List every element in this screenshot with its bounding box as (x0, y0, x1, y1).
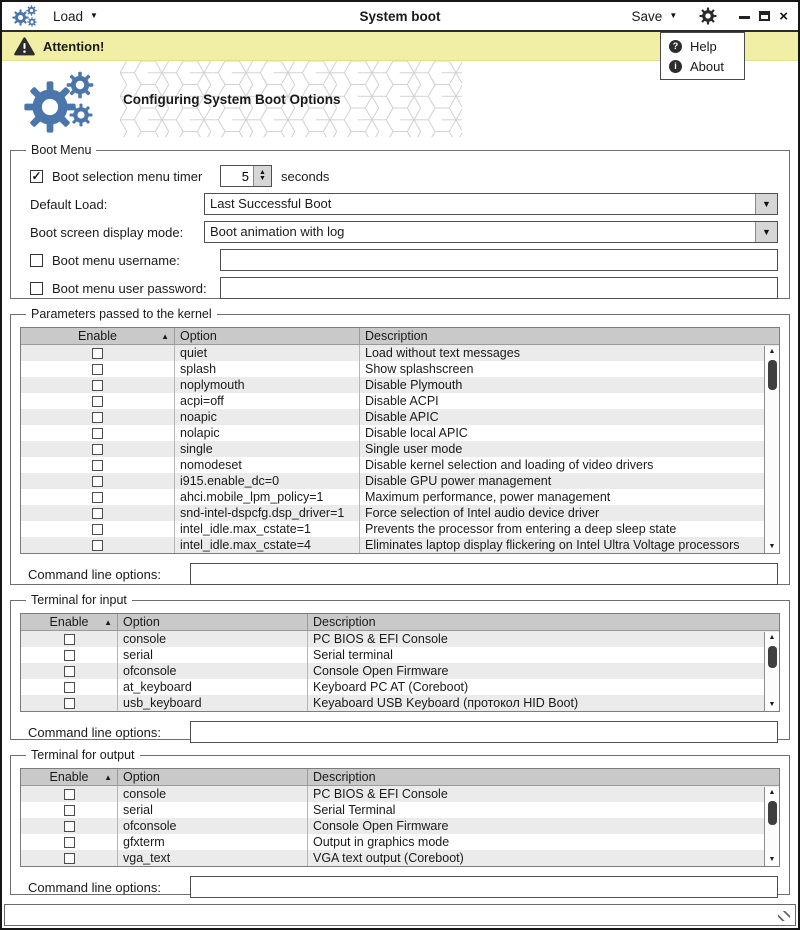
scroll-down-icon[interactable]: ▼ (768, 856, 776, 863)
option-cell: snd-intel-dspcfg.dsp_driver=1 (175, 505, 360, 521)
enable-cell (21, 505, 175, 521)
row-checkbox[interactable] (64, 682, 75, 693)
description-cell: Prevents the processor from entering a deep sleep state (365, 522, 677, 536)
description-cell: PC BIOS & EFI Console (313, 787, 448, 801)
description-cell: Output in graphics mode (313, 835, 450, 849)
option-cell: serial (118, 647, 308, 663)
attention-label: Attention! (43, 38, 105, 54)
row-checkbox[interactable] (92, 460, 103, 471)
enable-cell (21, 409, 175, 425)
display-mode-value: Boot animation with log (210, 224, 345, 239)
scrollbar-thumb[interactable] (768, 801, 777, 825)
kernel-params-table (20, 327, 780, 554)
table-header (21, 769, 779, 786)
terminal-input-cmdline-label: Command line options: (28, 724, 161, 740)
scroll-up-icon[interactable]: ▲ (768, 634, 776, 641)
enable-cell (21, 345, 175, 361)
option-column-header[interactable]: Option (118, 769, 308, 785)
scrollbar-thumb[interactable] (768, 360, 777, 390)
enable-cell (21, 377, 175, 393)
row-checkbox[interactable] (64, 698, 75, 709)
option-cell: splash (175, 361, 360, 377)
description-cell: Disable Plymouth (365, 378, 463, 392)
spinner-buttons[interactable] (253, 166, 271, 186)
menu-item-label: About (690, 58, 724, 74)
option-cell: noapic (175, 409, 360, 425)
menu-item-label: Help (690, 38, 717, 54)
table-row (21, 345, 779, 361)
dropdown-arrow-icon[interactable]: ▼ (755, 194, 777, 214)
description-cell: Single user mode (365, 442, 463, 456)
table-row (21, 409, 779, 425)
row-checkbox[interactable] (64, 853, 75, 864)
load-menu-label: Load (53, 8, 84, 24)
description-cell: Disable ACPI (365, 394, 439, 408)
table-row (21, 521, 779, 537)
option-cell: i915.enable_dc=0 (175, 473, 360, 489)
terminal-output-legend: Terminal for output (31, 748, 135, 762)
enable-header-label: Enable (49, 770, 89, 784)
gears-logo (22, 67, 114, 133)
table-row (21, 850, 779, 866)
username-label: Boot menu username: (52, 252, 180, 268)
description-cell: Eliminates laptop display flickering on Intel Ultra Voltage processors (365, 538, 740, 552)
table-row (21, 663, 779, 679)
option-cell: vga_text (118, 850, 308, 866)
kernel-params-legend: Parameters passed to the kernel (31, 307, 212, 321)
spin-up-icon[interactable]: ▲ (259, 168, 266, 176)
table-row (21, 537, 779, 553)
spin-down-icon[interactable]: ▼ (259, 175, 266, 182)
row-checkbox[interactable] (64, 805, 75, 816)
option-cell: ahci.mobile_lpm_policy=1 (175, 489, 360, 505)
terminal-output-group (10, 748, 790, 895)
display-mode-select[interactable] (204, 221, 778, 243)
page-title: Configuring System Boot Options (123, 92, 341, 107)
row-checkbox[interactable] (92, 492, 103, 503)
minimize-button[interactable] (739, 16, 750, 19)
timer-unit-label: seconds (281, 168, 330, 184)
save-menu-label: Save (631, 8, 663, 24)
close-button[interactable]: × (779, 7, 788, 25)
info-circle-icon: i (669, 60, 682, 73)
enable-header-label: Enable (78, 329, 117, 343)
row-checkbox[interactable] (92, 364, 103, 375)
settings-gear-icon[interactable] (699, 7, 717, 25)
option-cell: console (118, 786, 308, 802)
option-cell: noplymouth (175, 377, 360, 393)
table-body (21, 786, 779, 866)
table-row (21, 834, 779, 850)
table-row (21, 679, 779, 695)
terminal-output-table (20, 768, 780, 867)
table-row (21, 647, 779, 663)
table-header (21, 614, 779, 631)
enable-cell (21, 631, 118, 647)
table-row (21, 505, 779, 521)
enable-cell (21, 663, 118, 679)
description-cell: Serial terminal (313, 648, 393, 662)
enable-cell (21, 361, 175, 377)
enable-cell (21, 818, 118, 834)
enable-cell (21, 457, 175, 473)
enable-cell (21, 802, 118, 818)
row-checkbox[interactable] (92, 444, 103, 455)
table-header (21, 328, 779, 345)
description-column-header[interactable]: Description (365, 329, 428, 343)
timer-spinner (220, 165, 272, 187)
terminal-input-group (10, 593, 790, 740)
row-checkbox[interactable] (92, 508, 103, 519)
timer-value-input[interactable] (221, 166, 253, 186)
menu-item-about[interactable] (661, 56, 744, 76)
enable-cell (21, 537, 175, 553)
description-cell: VGA text output (Coreboot) (313, 851, 464, 865)
description-cell: Load without text messages (365, 346, 520, 360)
enable-cell (21, 441, 175, 457)
terminal-input-legend: Terminal for input (31, 593, 127, 607)
boot-menu-group (10, 143, 790, 299)
option-cell: at_keyboard (118, 679, 308, 695)
row-checkbox[interactable] (64, 821, 75, 832)
table-row (21, 441, 779, 457)
status-bar (4, 904, 796, 926)
enable-column-header[interactable] (21, 328, 175, 344)
timer-label: Boot selection menu timer (52, 168, 203, 184)
table-row (21, 631, 779, 647)
maximize-button[interactable] (759, 11, 770, 21)
option-cell: nomodeset (175, 457, 360, 473)
enable-cell (21, 425, 175, 441)
option-cell: single (175, 441, 360, 457)
terminal-input-table (20, 613, 780, 712)
description-cell: Disable local APIC (365, 426, 468, 440)
window-title: System boot (359, 8, 441, 24)
password-input[interactable] (220, 277, 778, 299)
description-column-header[interactable]: Description (313, 615, 376, 629)
table-row (21, 786, 779, 802)
option-cell: intel_idle.max_cstate=1 (175, 521, 360, 537)
scroll-down-icon[interactable]: ▼ (768, 543, 776, 550)
enable-cell (21, 521, 175, 537)
default-load-select[interactable] (204, 193, 778, 215)
option-cell: console (118, 631, 308, 647)
sort-asc-icon: ▲ (104, 772, 112, 782)
kernel-cmdline-label: Command line options: (28, 566, 161, 582)
table-row (21, 818, 779, 834)
enable-column-header[interactable] (21, 614, 118, 630)
scrollbar-thumb[interactable] (768, 646, 777, 668)
load-menu-button[interactable] (53, 9, 98, 24)
terminal-input-cmdline-input[interactable] (190, 721, 778, 743)
help-circle-icon: ? (669, 40, 682, 53)
enable-cell (21, 679, 118, 695)
description-cell: Show splashscreen (365, 362, 474, 376)
password-checkbox[interactable] (30, 282, 43, 295)
description-cell: Keyboard PC AT (Coreboot) (313, 680, 469, 694)
row-checkbox[interactable] (64, 789, 75, 800)
description-cell: Maximum performance, power management (365, 490, 611, 504)
row-checkbox[interactable] (92, 524, 103, 535)
vertical-scrollbar[interactable] (764, 632, 779, 711)
option-column-header[interactable]: Option (175, 328, 360, 344)
password-label: Boot menu user password: (52, 280, 207, 296)
display-mode-label: Boot screen display mode: (30, 224, 184, 240)
row-checkbox[interactable] (64, 634, 75, 645)
option-cell: ofconsole (118, 663, 308, 679)
option-cell: gfxterm (118, 834, 308, 850)
option-cell: quiet (175, 345, 360, 361)
sort-asc-icon: ▲ (161, 331, 169, 341)
description-cell: Keyaboard USB Keyboard (протокол HID Boot) (313, 696, 579, 710)
description-cell: Console Open Firmware (313, 819, 449, 833)
option-cell: nolapic (175, 425, 360, 441)
table-row (21, 425, 779, 441)
description-cell: Serial Terminal (313, 803, 396, 817)
menu-item-help[interactable] (661, 36, 744, 56)
terminal-output-cmdline-label: Command line options: (28, 879, 161, 895)
chevron-down-icon: ▼ (669, 11, 678, 20)
table-row (21, 377, 779, 393)
row-checkbox[interactable] (92, 412, 103, 423)
scroll-up-icon[interactable]: ▲ (768, 348, 776, 355)
kernel-params-group (10, 307, 790, 585)
description-cell: PC BIOS & EFI Console (313, 632, 448, 646)
option-cell: usb_keyboard (118, 695, 308, 711)
description-cell: Disable GPU power management (365, 474, 552, 488)
option-column-header[interactable]: Option (118, 614, 308, 630)
vertical-scrollbar[interactable] (764, 787, 779, 866)
enable-header-label: Enable (49, 615, 89, 629)
table-row (21, 489, 779, 505)
row-checkbox[interactable] (92, 476, 103, 487)
enable-cell (21, 850, 118, 866)
enable-cell (21, 786, 118, 802)
warning-triangle-icon (14, 37, 35, 56)
description-cell: Force selection of Intel audio device driver (365, 506, 600, 520)
option-cell: intel_idle.max_cstate=4 (175, 537, 360, 553)
row-checkbox[interactable] (64, 666, 75, 677)
row-checkbox[interactable] (92, 348, 103, 359)
description-column-header[interactable]: Description (313, 770, 376, 784)
enable-column-header[interactable] (21, 769, 118, 785)
row-checkbox[interactable] (64, 650, 75, 661)
table-row (21, 695, 779, 711)
titlebar (2, 2, 798, 32)
table-row (21, 457, 779, 473)
row-checkbox[interactable] (92, 540, 103, 551)
sort-asc-icon: ▲ (104, 617, 112, 627)
description-cell: Disable APIC (365, 410, 439, 424)
table-body (21, 345, 779, 553)
settings-dropdown-menu (660, 32, 745, 80)
dropdown-arrow-icon[interactable]: ▼ (755, 222, 777, 242)
option-cell: acpi=off (175, 393, 360, 409)
default-load-value: Last Successful Boot (210, 196, 332, 211)
terminal-output-cmdline-input[interactable] (190, 876, 778, 898)
enable-cell (21, 695, 118, 711)
row-checkbox[interactable] (92, 428, 103, 439)
enable-cell (21, 489, 175, 505)
username-input[interactable] (220, 249, 778, 271)
chevron-down-icon: ▼ (90, 11, 98, 20)
scroll-down-icon[interactable]: ▼ (768, 701, 776, 708)
default-load-label: Default Load: (30, 196, 108, 212)
table-row (21, 361, 779, 377)
boot-menu-legend: Boot Menu (31, 143, 92, 157)
vertical-scrollbar[interactable] (764, 346, 779, 553)
resize-grip[interactable] (778, 911, 790, 921)
scroll-up-icon[interactable]: ▲ (768, 789, 776, 796)
username-checkbox[interactable] (30, 254, 43, 267)
option-cell: ofconsole (118, 818, 308, 834)
app-gears-icon (12, 5, 39, 28)
table-row (21, 473, 779, 489)
timer-checkbox[interactable]: ✓ (31, 169, 42, 183)
option-cell: serial (118, 802, 308, 818)
enable-cell (21, 834, 118, 850)
row-checkbox[interactable] (92, 396, 103, 407)
description-cell: Disable kernel selection and loading of video drivers (365, 458, 654, 472)
kernel-cmdline-input[interactable] (190, 563, 778, 585)
table-row (21, 393, 779, 409)
enable-cell (21, 647, 118, 663)
row-checkbox[interactable] (92, 380, 103, 391)
description-cell: Console Open Firmware (313, 664, 449, 678)
table-body (21, 631, 779, 711)
enable-cell (21, 473, 175, 489)
row-checkbox[interactable] (64, 837, 75, 848)
save-menu-button[interactable] (632, 9, 678, 24)
table-row (21, 802, 779, 818)
enable-cell (21, 393, 175, 409)
